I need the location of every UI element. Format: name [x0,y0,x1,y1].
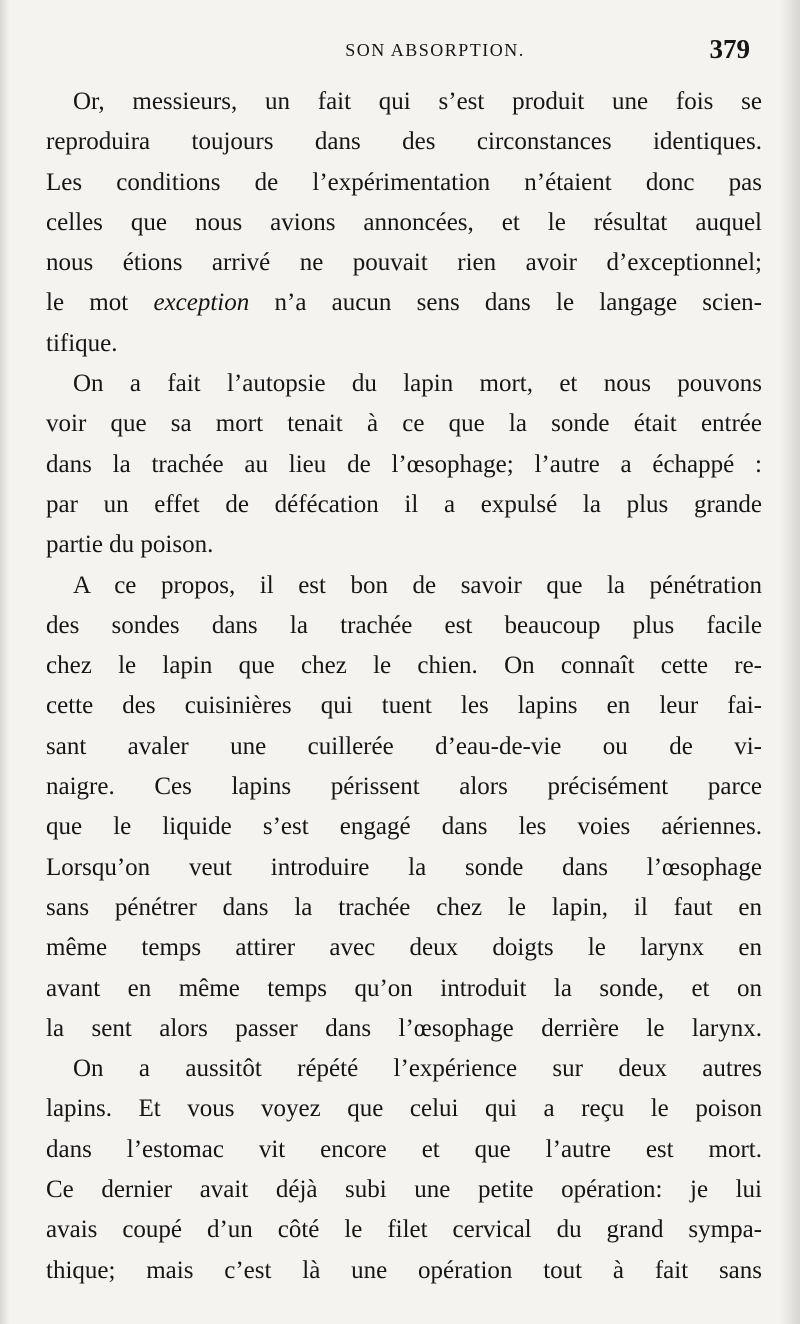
text-line: reproduira toujours dans des circonstances identiques. [46,128,762,156]
text-line: naigre. Ces lapins périssent alors précisément parce [46,773,762,801]
text-line: sant avaler une cuillerée d’eau-de-vie ou de vi- [46,732,762,760]
paragraph-4 [46,1049,762,1291]
text-line: chez le lapin que chez le chien. On connaît cette re- [46,652,762,680]
text-line: que le liquide s’est engagé dans les voies aériennes. [46,813,762,841]
page-number: 379 [709,34,750,64]
text-line: des sondes dans la trachée est beaucoup plus facile [46,611,762,639]
page-header [46,34,764,74]
text-line: par un effet de défécation il a expulsé la plus grande [46,490,762,518]
text-line: dans l’estomac vit encore et que l’autre est mort. [46,1135,762,1163]
text-line: On a fait l’autopsie du lapin mort, et nous pouvons [73,370,762,398]
text-line: nous étions arrivé ne pouvait rien avoir d’exceptionnel; [46,249,762,277]
text-line: Lorsqu’on veut introduire la sonde dans l’œsophage [46,853,762,881]
text-line: sans pénétrer dans la trachée chez le lapin, il faut en [46,893,762,921]
text-line: cette des cuisinières qui tuent les lapins en leur fai- [46,692,762,720]
text-line: lapins. Et vous voyez que celui qui a reçu le poison [46,1095,762,1123]
italic-word: exception [153,289,250,317]
text-line: tifique. [46,329,118,357]
running-head: SON ABSORPTION. [345,40,525,60]
text-line: On a aussitôt répété l’expérience sur deux autres [73,1055,762,1083]
text-line: avant en même temps qu’on introduit la sonde, et on [46,974,762,1002]
text-line: A ce propos, il est bon de savoir que la pénétration [73,571,762,599]
text-line: partie du poison. [46,531,214,559]
paragraph-3 [46,566,762,1050]
text-line: celles que nous avions annoncées, et le résultat auquel [46,208,762,236]
text-line: la sent alors passer dans l’œsophage derrière le larynx. [46,1014,762,1042]
paragraph-2 [46,364,762,565]
text-line: dans la trachée au lieu de l’œsophage; l’autre a échappé : [46,450,762,478]
paragraph-1 [46,82,762,364]
text-line: Ce dernier avait déjà subi une petite opération: je lui [46,1176,762,1204]
text-line: Les conditions de l’expérimentation n’étaient donc pas [46,168,762,196]
text-line: thique; mais c’est là une opération tout à fait sans [46,1256,762,1284]
body-text [46,82,762,1291]
text-line: même temps attirer avec deux doigts le larynx en [46,934,762,962]
text-line: Or, messieurs, un fait qui s’est produit une fois se [73,88,762,115]
page-edge-left [0,0,10,1324]
text-line: voir que sa mort tenait à ce que la sonde était entrée [46,410,762,438]
text-line: avais coupé d’un côté le filet cervical du grand sympa- [46,1216,762,1244]
text-line-with-italic: le mot exception n’a aucun sens dans le langage scien- [46,289,762,317]
page-edge-right [780,0,800,1324]
